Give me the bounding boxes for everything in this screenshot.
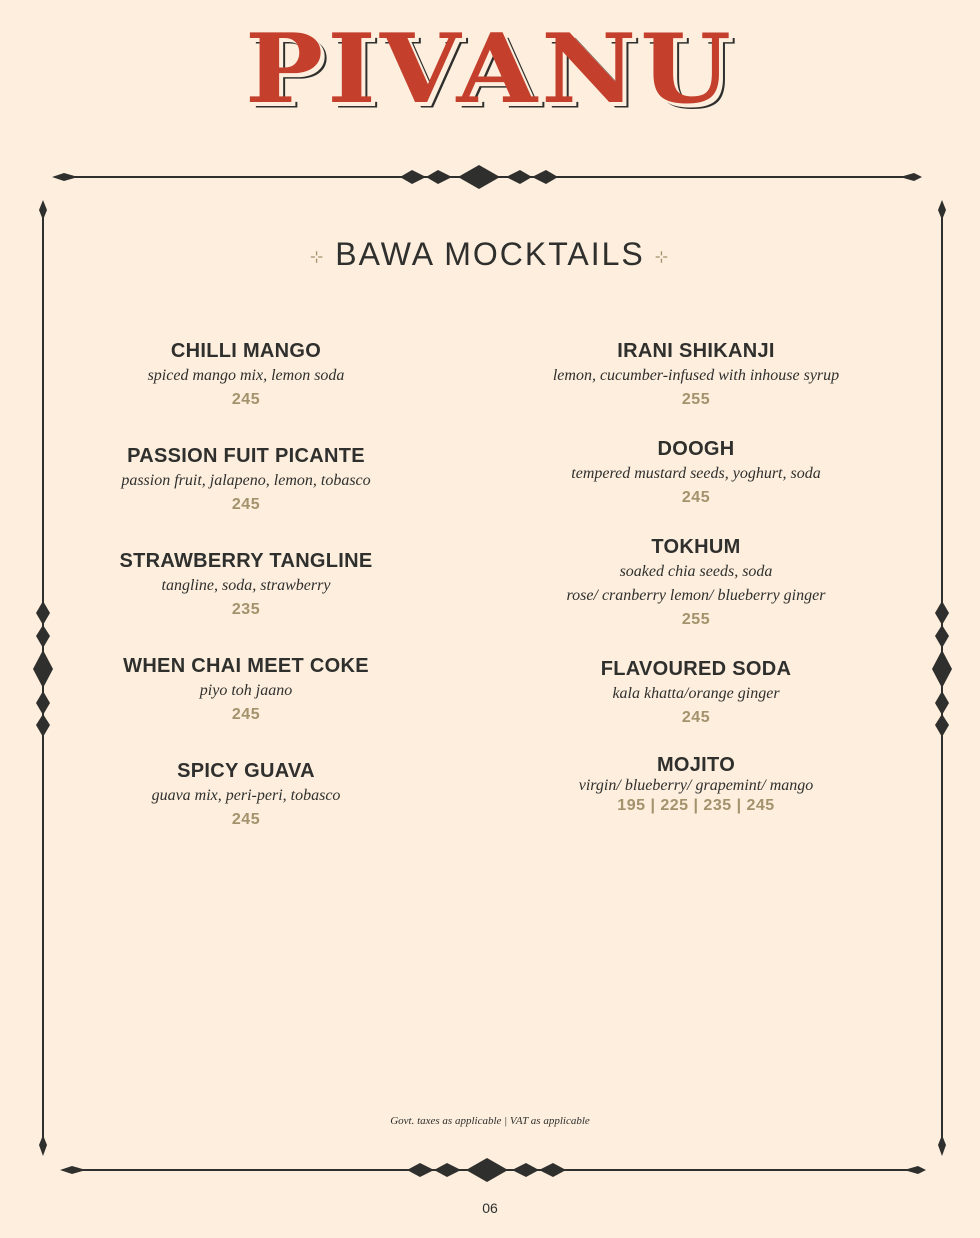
item-description: tangline, soda, strawberry: [161, 577, 331, 594]
menu-item: [496, 656, 896, 730]
item-description: virgin/ blueberry/ grapemint/ mango: [578, 777, 814, 794]
menu-item: [496, 436, 896, 510]
item-price: 255: [681, 391, 711, 408]
item-name: IRANI SHIKANJI: [617, 340, 775, 362]
section-title-text: BAWA MOCKTAILS: [335, 236, 645, 272]
item-price: 245: [231, 811, 261, 828]
item-description: guava mix, peri-peri, tobasco: [151, 787, 341, 804]
item-price: 195 | 225 | 235 | 245: [617, 797, 775, 814]
item-name: SPICY GUAVA: [177, 760, 315, 782]
section-title: [0, 236, 980, 273]
item-description: piyo toh jaano: [199, 682, 293, 699]
sparkle-icon: ⊹: [654, 248, 671, 266]
item-name: DOOGH: [657, 438, 735, 460]
item-description: lemon, cucumber-infused with inhouse syrup: [552, 367, 840, 384]
item-description: soaked chia seeds, soda: [619, 563, 773, 580]
menu-column-right: [496, 338, 896, 816]
item-description: tempered mustard seeds, yoghurt, soda: [571, 465, 821, 482]
item-description: spiced mango mix, lemon soda: [147, 367, 345, 384]
item-name: CHILLI MANGO: [170, 340, 322, 362]
menu-item: [46, 443, 446, 517]
menu-item: [46, 338, 446, 412]
menu-item: [46, 548, 446, 622]
item-price: 245: [681, 709, 711, 726]
item-price: 245: [231, 706, 261, 723]
menu-item: [46, 653, 446, 727]
item-price: 255: [681, 611, 711, 628]
sparkle-icon: ⊹: [309, 248, 326, 266]
item-name: STRAWBERRY TANGLINE: [119, 550, 373, 572]
page-number: 06: [482, 1200, 498, 1216]
item-name: FLAVOURED SODA: [600, 658, 792, 680]
item-name: WHEN CHAI MEET COKE: [123, 655, 369, 677]
menu-item: [496, 534, 896, 632]
menu-item: [496, 754, 896, 816]
menu-item: [496, 338, 896, 412]
item-description: passion fruit, jalapeno, lemon, tobasco: [121, 472, 371, 489]
item-price: 245: [231, 496, 261, 513]
item-price: 245: [231, 391, 261, 408]
item-name: PASSION FUIT PICANTE: [127, 445, 365, 467]
item-name: TOKHUM: [651, 536, 741, 558]
menu-column-left: [46, 338, 446, 832]
item-description: kala khatta/orange ginger: [612, 685, 780, 702]
tax-note: Govt. taxes as applicable | VAT as applicable: [390, 1115, 590, 1127]
menu-item: [46, 758, 446, 832]
item-price: 235: [231, 601, 261, 618]
item-price: 245: [681, 489, 711, 506]
item-name: MOJITO: [656, 754, 736, 776]
item-description-flavours: rose/ cranberry lemon/ blueberry ginger: [566, 587, 826, 604]
brand-logo: PIVANU: [245, 11, 735, 126]
